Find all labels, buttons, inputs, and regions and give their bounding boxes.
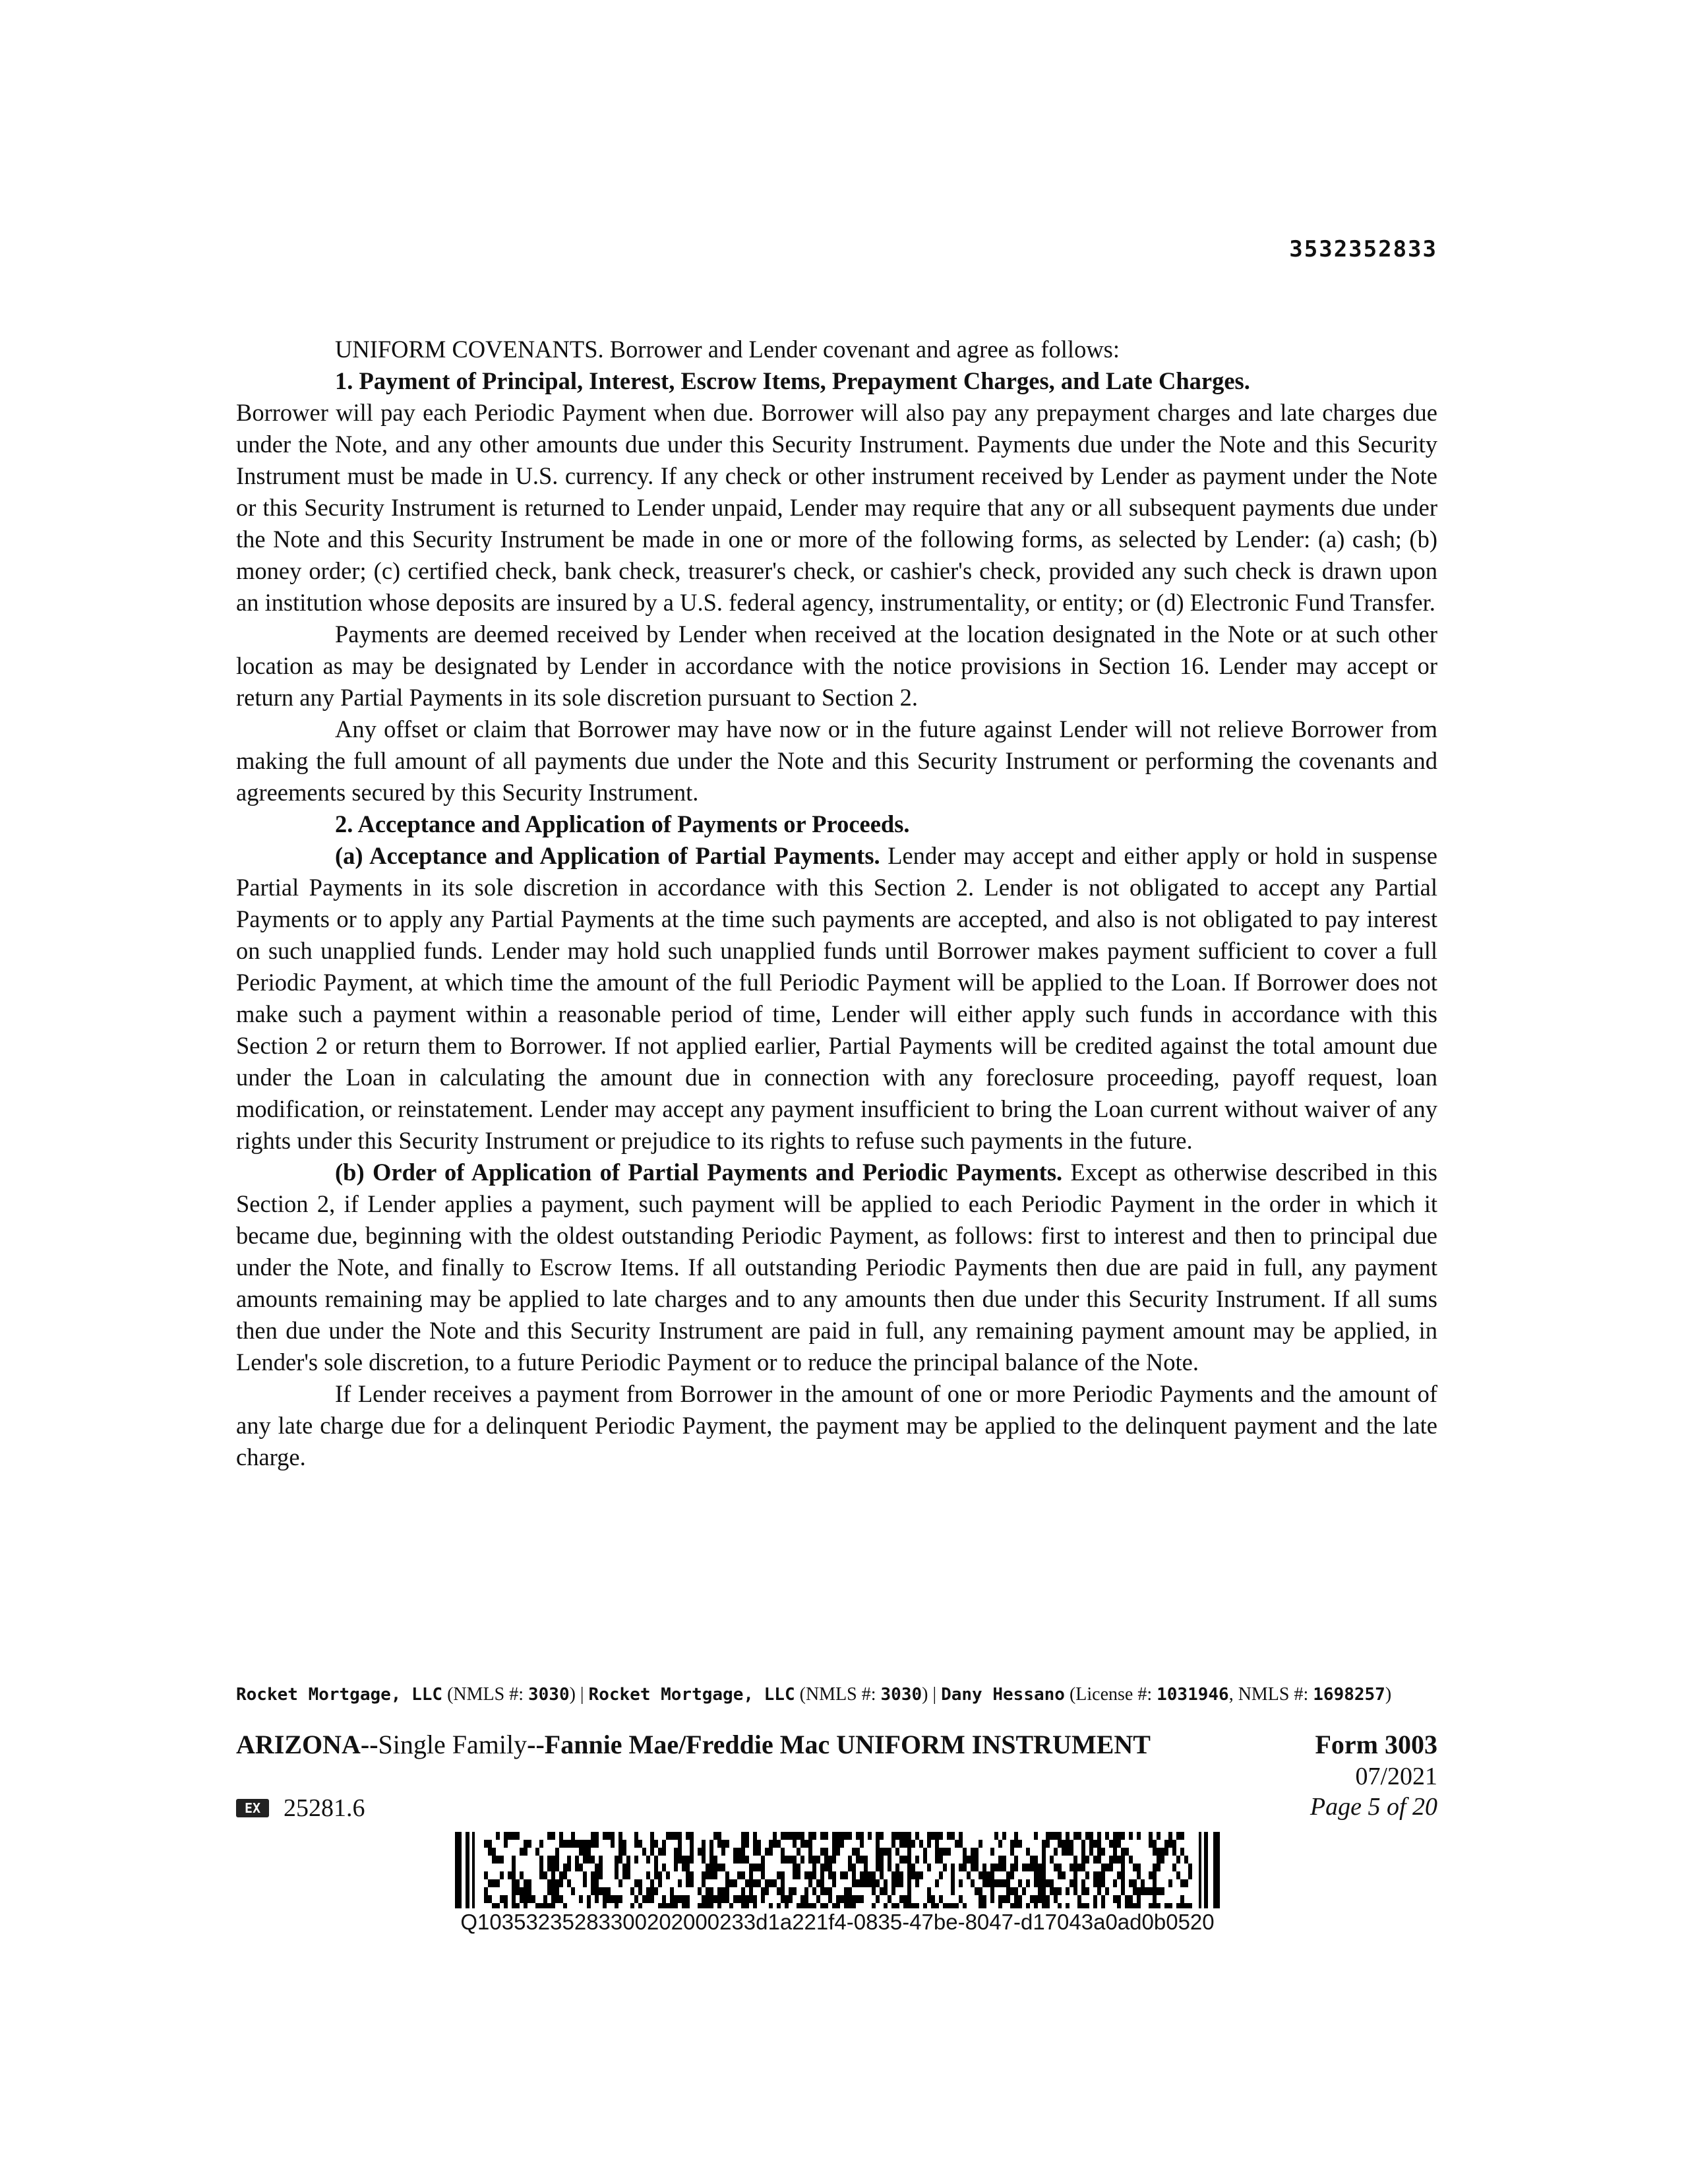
license-number: 1031946 xyxy=(1157,1685,1229,1705)
originator-name: Dany Hessano xyxy=(941,1685,1065,1705)
barcode xyxy=(455,1832,1220,1908)
section-1-heading: 1. Payment of Principal, Interest, Escrow Items, Prepayment Charges, and Late Charges. xyxy=(335,367,1250,394)
section-1-paragraph-3: Any offset or claim that Borrower may have now or in the future against Lender will not relieve Borrower from making the full amount of all payments due under the Note and this Security Instrument or performing the covenants and agreements secured by this Security Instrument. xyxy=(236,715,1437,806)
nmls-label: , NMLS #: xyxy=(1228,1684,1313,1705)
separator: ) | xyxy=(922,1684,942,1705)
loan-number: 3532352833 xyxy=(1289,236,1437,262)
separator: ) | xyxy=(569,1684,589,1705)
close-paren: ) xyxy=(1385,1684,1392,1705)
form-number: Form 3003 xyxy=(1315,1730,1437,1759)
covenants-intro: UNIFORM COVENANTS. Borrower and Lender covenant and agree as follows: xyxy=(335,336,1120,363)
document-body xyxy=(236,334,1437,1473)
lender-nmls: 3030 xyxy=(880,1685,922,1705)
originator-nmls: 1698257 xyxy=(1313,1685,1385,1705)
section-2b-heading: (b) Order of Application of Partial Payments and Periodic Payments. xyxy=(335,1159,1063,1186)
form-type: Single Family xyxy=(378,1730,528,1759)
form-title xyxy=(236,1729,1151,1760)
lender-name: Rocket Mortgage, LLC xyxy=(588,1685,795,1705)
lender-name: Rocket Mortgage, LLC xyxy=(236,1685,443,1705)
section-2-heading: 2. Acceptance and Application of Payments or Proceeds. xyxy=(335,810,910,837)
section-2a-paragraph xyxy=(236,840,1437,1157)
section-2b-text: Except as otherwise described in this Section 2, if Lender applies a payment, such payment will be applied to each Periodic Payment in the order in which it became due, beginning with the oldest outstanding Periodic Payment, as follows: first to interest and then to principal due under the Note, and finally to Escrow Items. If all outstanding Periodic Payments then due are paid in full, any payment amounts remaining may be applied to late charges and to any amounts then due under this Security Instrument. If all sums then due under the Note and this Security Instrument are paid in full, any remaining payment amount may be applied, in Lender's sole discretion, to a future Periodic Payment or to reduce the principal balance of the Note. xyxy=(236,1159,1437,1376)
barcode-text: Q10353235283300202000233d1a221f4-0835-47be-8047-d17043a0ad0b0520 xyxy=(460,1910,1215,1934)
section-2a-text: Lender may accept and either apply or hold in suspense Partial Payments in its sole discretion in accordance with this Section 2. Lender is not obligated to accept any Partial Payments or to apply any Partial Payments at the time such payments are accepted, and also is not obligated to pay interest on such unapplied funds. Lender may hold such unapplied funds until Borrower makes payment sufficient to cover a full Periodic Payment, at which time the amount of the full Periodic Payment will be applied to the Loan. If Borrower does not make such a payment within a reasonable period of time, Lender will either apply such funds in accordance with this Section 2 or return them to Borrower. If not applied earlier, Partial Payments will be credited against the total amount due under the Loan in calculating the amount due in connection with any foreclosure proceeding, payoff request, loan modification, or reinstatement. Lender may accept any payment insufficient to bring the Loan current without waiver of any rights under this Security Instrument or prejudice to its rights to refuse such payments in the future. xyxy=(236,842,1437,1154)
form-state: ARIZONA-- xyxy=(236,1730,378,1759)
section-2a-heading: (a) Acceptance and Application of Partial Payments. xyxy=(335,842,880,869)
page-number: Page 5 of 20 xyxy=(1310,1793,1437,1821)
section-1-paragraph-2: Payments are deemed received by Lender when received at the location designated in the Note or at such other location as may be designated by Lender in accordance with the notice provisions in Section 16. Lender may accept or return any Partial Payments in its sole discretion pursuant to Section 2. xyxy=(236,621,1437,711)
ex-icon: EX xyxy=(236,1799,269,1817)
ex-code: 25281.6 xyxy=(284,1794,365,1822)
lender-nmls: 3030 xyxy=(528,1685,570,1705)
lender-info xyxy=(236,1683,1437,1707)
section-1-paragraph-1: Borrower will pay each Periodic Payment when due. Borrower will also pay any prepayment charges and late charges due under the Note, and any other amounts due under this Security Instrument. Payments due under the Note and this Security Instrument must be made in U.S. currency. If any check or other instrument received by Lender as payment under the Note or this Security Instrument is returned to Lender unpaid, Lender may require that any or all subsequent payments due under the Note and this Security Instrument be made in one or more of the following forms, as selected by Lender: (a) cash; (b) money order; (c) certified check, bank check, treasurer's check, or cashier's check, provided any such check is drawn upon an institution whose deposits are insured by a U.S. federal agency, instrumentality, or entity; or (d) Electronic Fund Transfer. xyxy=(236,399,1437,616)
section-2b-paragraph-2: If Lender receives a payment from Borrower in the amount of one or more Periodic Payments and the amount of any late charge due for a delinquent Periodic Payment, the payment may be applied to the delinquent payment and the late charge. xyxy=(236,1380,1437,1471)
ex-code-row xyxy=(236,1794,365,1823)
nmls-label: (NMLS #: xyxy=(795,1684,881,1705)
nmls-label: (NMLS #: xyxy=(442,1684,528,1705)
license-label: (License #: xyxy=(1064,1684,1157,1705)
section-2b-paragraph xyxy=(236,1157,1437,1378)
form-instrument: --Fannie Mae/Freddie Mac UNIFORM INSTRUMENT xyxy=(527,1730,1151,1759)
form-date: 07/2021 xyxy=(1355,1763,1437,1790)
